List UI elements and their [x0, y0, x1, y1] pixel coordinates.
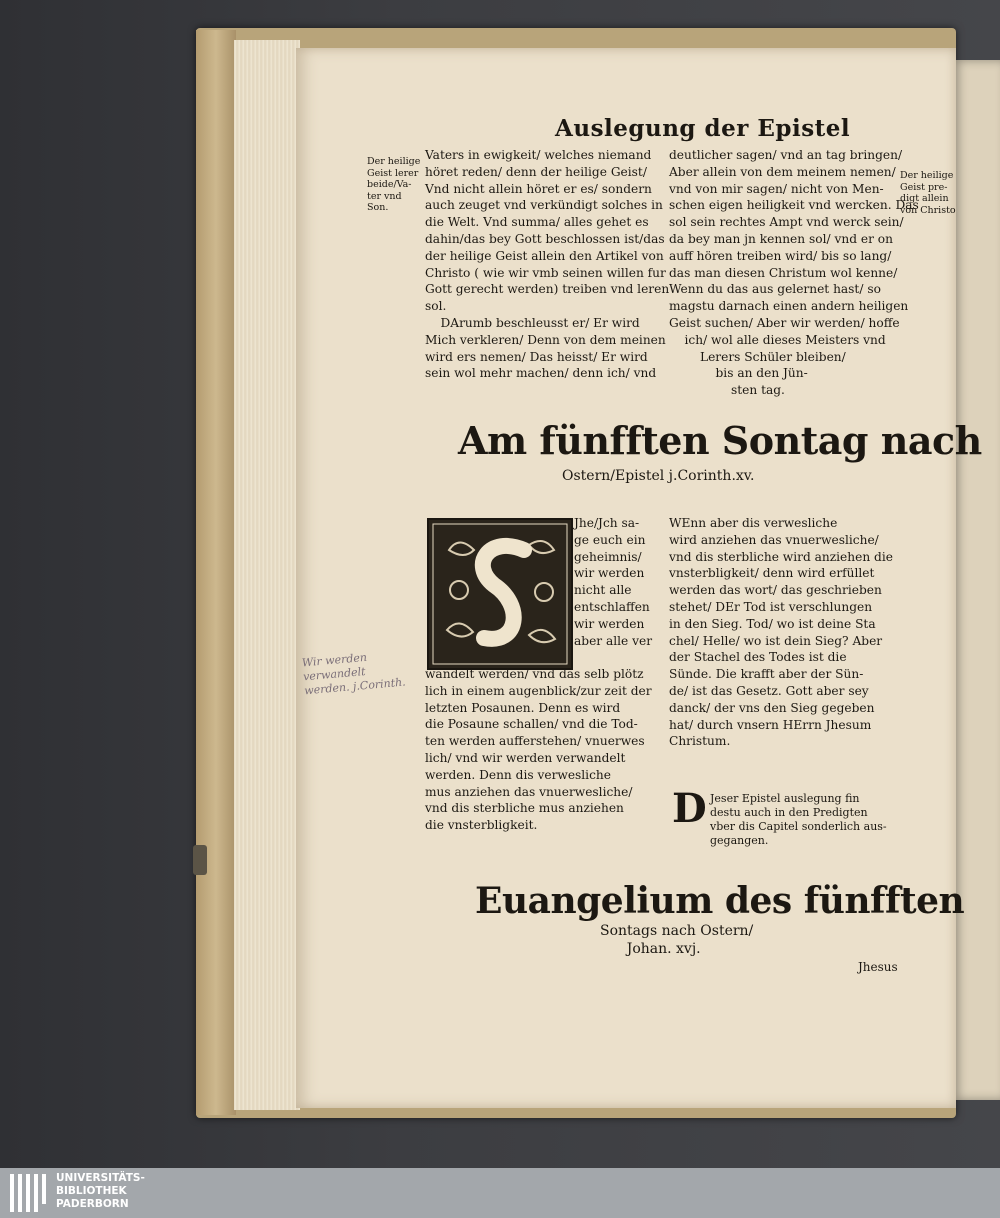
- margin-note-left: Der heilige Geist lerer beide/Va- ter vnd Son.: [367, 156, 421, 213]
- library-name: UNIVERSITÄTS- BIBLIOTHEK PADERBORN: [56, 1172, 145, 1210]
- library-footer-bar: [0, 1168, 1000, 1218]
- running-header: Auslegung der Epistel: [555, 115, 851, 142]
- handwritten-annotation: Wir werden verwandelt werden. j.Corinth.: [301, 650, 407, 698]
- facing-page-edge: [952, 60, 1000, 1100]
- note-drop-letter: D: [672, 785, 707, 832]
- margin-note-right: Der heilige Geist pre- digt allein von Christo: [900, 170, 956, 216]
- column-left-bottom: wandelt werden/ vnd das selb plötz lich in einem augenblick/zur zeit der letzten Posaunen. Denn es wird die Posaune schallen/ vnd die Tod- ten werden aufferstehen/ vnuerwes lich/ vnd wir werden verwandelt werden. Denn dis verwesliche mus anziehen das vnuerwesliche/ vnd dis sterbliche mus anziehen die vnsterbligkeit.: [425, 667, 652, 833]
- section-title: Am fünfften Sontag nach: [458, 418, 982, 463]
- epistle-note: Jeser Epistel auslegung fin destu auch in den Predigten vber dis Capitel sonderlich aus- gegangen.: [710, 792, 887, 847]
- catchword: Jhesus: [858, 960, 898, 974]
- column-right-epistle: WEnn aber dis verwesliche wird anziehen das vnuerwesliche/ vnd dis sterbliche wird anziehen die vnsterbligkeit/ denn wird erfüllet werden das wort/ das geschrieben stehet/ DEr Tod ist verschlungen in den Sieg. Tod/ wo ist deine Sta chel/ Helle/ wo ist dein Sieg? Aber der Stachel des Todes ist die Sünde. Die krafft aber der Sün- de/ ist das Gesetz. Gott aber sey danck/ der vns den Sieg gegeben hat/ durch vnsern HErrn Jhesum Christum.: [669, 516, 893, 749]
- column-left-top: Vaters in ewigkeit/ welches niemand höret reden/ denn der heilige Geist/ Vnd nicht allein höret er es/ sondern auch zeuget vnd verkündigt solches in die Welt. Vnd summa/ alles gehet es dahin/das bey Gott beschlossen ist/das der heilige Geist allein den Artikel von Christo ( wie wir vmb seinen willen fur Gott gerecht werden) treiben vnd leren sol. DArumb beschleusst er/ Er wird Mich verkleren/ Denn von dem meinen wird ers nemen/ Das heisst/ Er wird sein wol mehr machen/ denn ich/ vnd: [425, 148, 670, 381]
- initial-ornament-icon: [429, 520, 571, 668]
- column-left-beside-initial: Jhe/Jch sa- ge euch ein geheimnis/ wir werden nicht alle entschlaffen wir werden aber alle ver: [574, 516, 653, 648]
- book-spine-edge: [196, 30, 236, 1115]
- page-edges: [234, 40, 300, 1110]
- section-subtitle: Ostern/Epistel j.Corinth.xv.: [562, 468, 755, 484]
- decorated-initial-s: [427, 518, 573, 670]
- book-clasp: [193, 845, 207, 875]
- gospel-title: Euangelium des fünfften: [475, 880, 965, 922]
- gospel-subtitle: Sontags nach Ostern/ Johan. xvj.: [600, 923, 754, 957]
- column-right-top: deutlicher sagen/ vnd an tag bringen/ Aber allein von dem meinem nemen/ vnd von mir sagen/ nicht von Men- schen eigen heiligkeit vnd wercken. Das sol sein rechtes Ampt vnd werck sein/ da bey man jn kennen sol/ vnd er on auff hören treiben wird/ bis so lang/ das man diesen Christum wol kenne/ Wenn du das aus gelernet hast/ so magstu darnach einen andern heiligen Geist suchen/ Aber wir werden/ hoffe ich/ wol alle dieses Meisters vnd Lerers Schüler bleiben/ bis an den Jün- sten tag.: [669, 148, 919, 398]
- library-logo-icon: [8, 1172, 48, 1214]
